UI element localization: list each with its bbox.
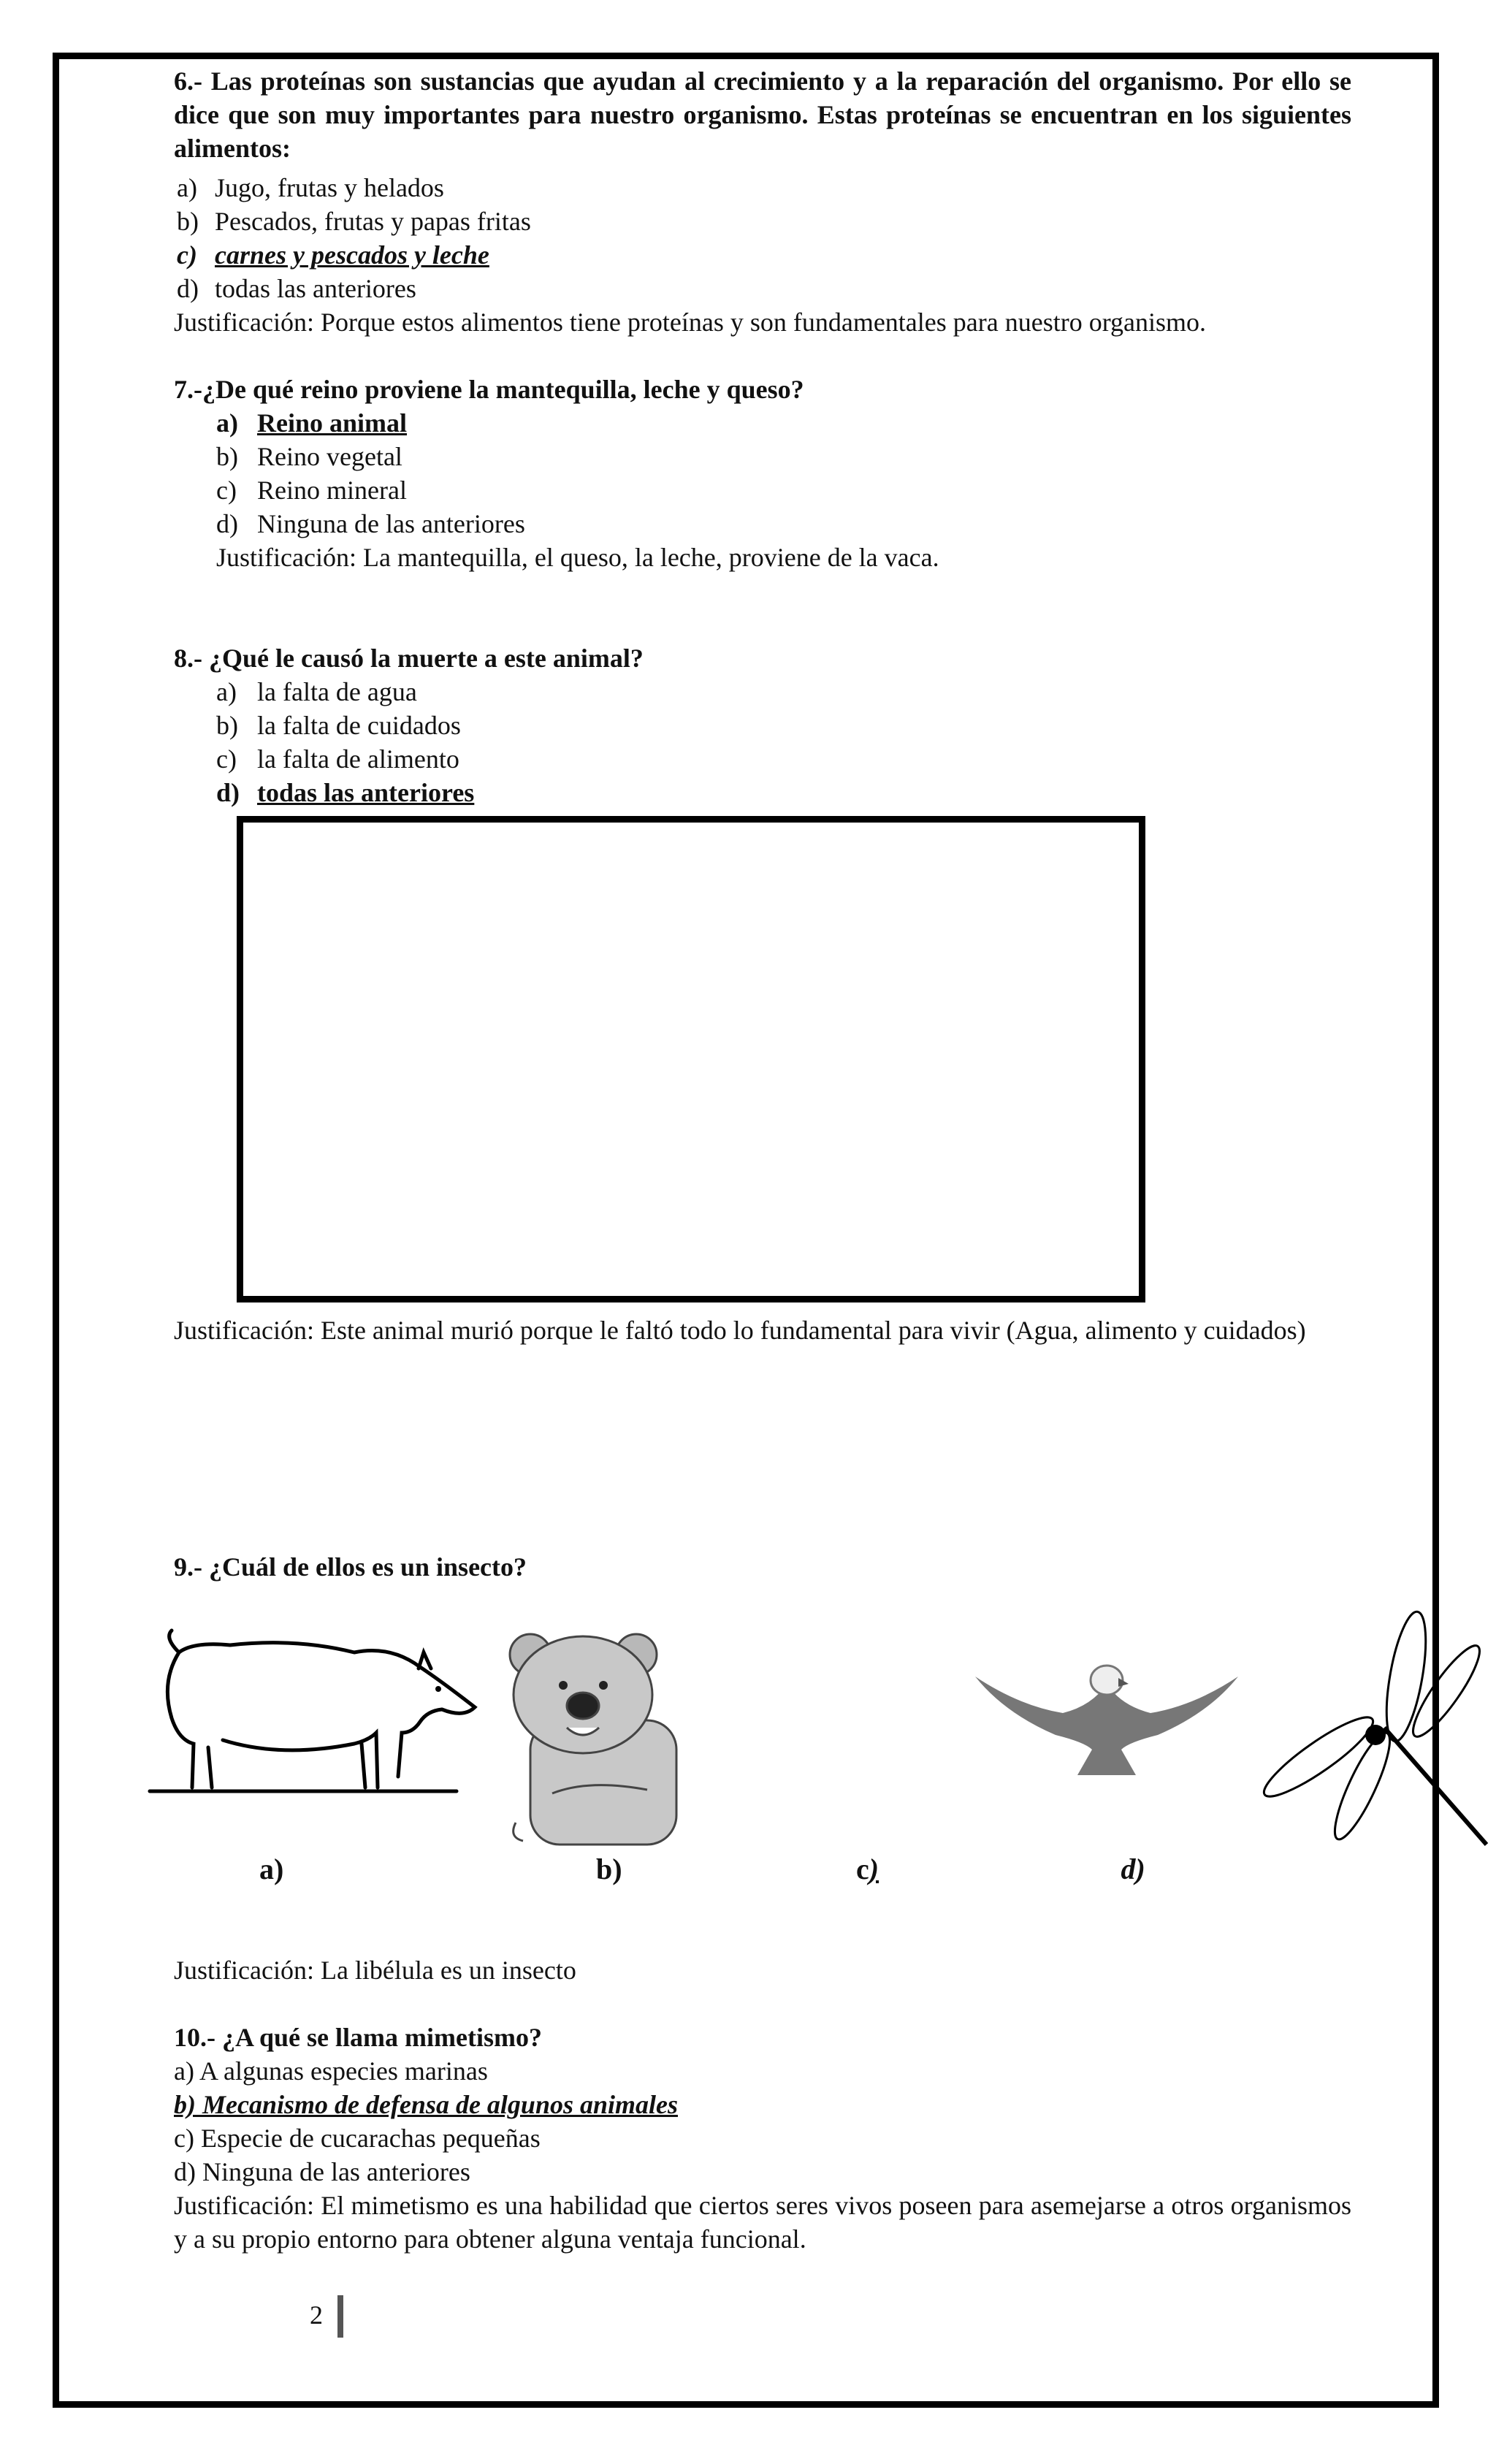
option-text: Reino vegetal — [257, 442, 402, 471]
q10-question: 10.- ¿A qué se llama mimetismo? — [174, 2023, 542, 2052]
q7-option-d[interactable] — [216, 507, 525, 541]
pig-icon — [150, 1623, 486, 1799]
page-number-bar — [337, 2295, 343, 2338]
q6-option-d[interactable] — [177, 272, 416, 305]
q6-option-b[interactable] — [177, 205, 531, 238]
koala-icon — [501, 1633, 691, 1845]
q6-option-c-selected[interactable] — [177, 238, 489, 272]
q9-label-c-d-selected[interactable] — [856, 1852, 1145, 1886]
option-text: todas las anteriores — [257, 778, 475, 807]
q8-justification: Justificación: Este animal murió porque le faltó todo lo fundamental para vivir (Agua, alimento y cuidados) — [174, 1316, 1306, 1345]
q9-label-c-paren: ) — [869, 1853, 879, 1885]
q10-justification: Justificación: El mimetismo es una habilidad que ciertos seres vivos poseen para asemejarse a otros organismos y a su propio entorno para obtener alguna ventaja funcional. — [174, 2191, 1351, 2254]
q6-option-a[interactable] — [177, 171, 444, 205]
dragonfly-icon — [1267, 1618, 1494, 1852]
q9-label-d: d) — [1121, 1853, 1145, 1885]
q7-option-b[interactable] — [216, 440, 402, 473]
option-key: a) — [177, 173, 197, 202]
option-key: b) — [216, 442, 238, 471]
q9-justification: Justificación: La libélula es un insecto — [174, 1956, 576, 1985]
eagle-icon — [975, 1662, 1238, 1779]
option-text: la falta de cuidados — [257, 711, 461, 740]
q9-label-c: c — [856, 1853, 869, 1885]
q10-option-d[interactable]: d) Ninguna de las anteriores — [174, 2157, 470, 2186]
q10-option-c[interactable]: c) Especie de cucarachas pequeñas — [174, 2124, 541, 2153]
option-text: Pescados, frutas y papas fritas — [215, 207, 531, 236]
option-text: Jugo, frutas y helados — [215, 173, 444, 202]
q6-justification: Justificación: Porque estos alimentos tiene proteínas y son fundamentales para nuestro organismo. — [174, 308, 1207, 337]
q8-question: 8.- ¿Qué le causó la muerte a este animal? — [174, 644, 644, 673]
option-key: c) — [216, 476, 237, 505]
q8-option-a[interactable] — [216, 675, 417, 709]
q7-option-c[interactable] — [216, 473, 407, 507]
option-key: b) — [177, 207, 199, 236]
image-placeholder-box — [237, 816, 1145, 1302]
option-text: la falta de agua — [257, 677, 417, 706]
option-key: c) — [177, 240, 197, 270]
option-key: d) — [216, 778, 240, 807]
q8-option-c[interactable] — [216, 742, 459, 776]
q10-option-a[interactable]: a) A algunas especies marinas — [174, 2056, 488, 2086]
q10-option-b-selected[interactable]: b) Mecanismo de defensa de algunos animales — [174, 2090, 678, 2119]
q9-label-b[interactable]: b) — [596, 1853, 622, 1885]
q9-answer-line — [869, 1852, 1145, 1886]
option-key: d) — [216, 509, 238, 538]
option-text: Ninguna de las anteriores — [257, 509, 525, 538]
q9-label-a[interactable]: a) — [259, 1853, 284, 1885]
option-key: b) — [216, 711, 238, 740]
option-key: c) — [216, 744, 237, 774]
q6-question: 6.- Las proteínas son sustancias que ayudan al crecimiento y a la reparación del organismo. Por ello se dice que son muy importantes para nuestro organismo. Estas proteínas se encuentran en los siguientes alimentos: — [174, 66, 1351, 163]
option-key: a) — [216, 677, 237, 706]
option-text: Reino animal — [257, 408, 408, 438]
page-number: 2 — [310, 2300, 323, 2330]
q7-justification: Justificación: La mantequilla, el queso, la leche, proviene de la vaca. — [216, 543, 939, 572]
q7-question: 7.-¿De qué reino proviene la mantequilla, leche y queso? — [174, 375, 804, 404]
option-text: Reino mineral — [257, 476, 407, 505]
q9-question: 9.- ¿Cuál de ellos es un insecto? — [174, 1552, 527, 1582]
option-key: d) — [177, 274, 199, 303]
option-key: a) — [216, 408, 238, 438]
q7-option-a-selected[interactable] — [216, 406, 407, 440]
q8-option-d-selected[interactable] — [216, 776, 474, 809]
q8-option-b[interactable] — [216, 709, 461, 742]
option-text: carnes y pescados y leche — [215, 240, 489, 270]
option-text: la falta de alimento — [257, 744, 459, 774]
option-text: todas las anteriores — [215, 274, 416, 303]
